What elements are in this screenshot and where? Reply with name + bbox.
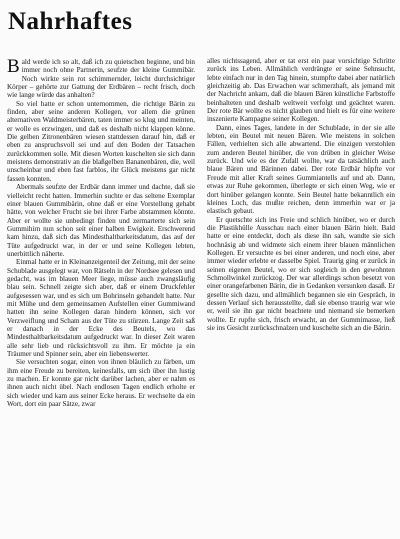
paragraph-continued: alles nichtssagend, aber er tat erst ein paar vorsichtige Schritte zurück ins Leben. Allmählich verdrängte er seine Sehnsucht, lebte einfach nur in den Tag hinein, stumpfte dabei aber natürlich gleichzeitig ab. Das Erwachen war schmerzhaft, als jemand mit der Nachricht ankam, daß die blauen Bären künstliche Farbstoffe beinhalteten und deshalb weltweit verfolgt und geächtet waren. Der rote Bär wollte es nicht glauben und hielt es für eine weitere inszenierte Kampagne seiner Kollegen. [207,57,395,124]
left-column [7,58,195,408]
paragraph: Einmal hatte er in Kleinanzeigenteil der Zeitung, mit der seine Schublade ausgelegt war, von Rätseln in der Nordsee gelesen und gedacht, was im blauen Meer liege, müsse auch zwangsläufig blau sein. Schnell zeigte sich aber, daß er einem Druckfehler aufgesessen war, und es sich um Bohrinseln gehandelt hatte. Nur mit Mühe und dem gemeinsamen Aufstellen einer Gummiwand hatten ihn seine Kollegen daran hindern können, sich vor Verzweiflung und Scham aus der Tüte zu stürzen. Lange Zeit saß er danach in der Ecke des Beutels, wo das Mindesthaltbarkeitsdatum aufgedruckt war. In dieser Zeit waren alle sehr lieb und rücksichtsvoll zu ihm. Er möchte ja ein Träumer und Spinner sein, aber ein liebenswerter. [7,258,195,359]
first-paragraph-text: ald werde ich so alt, daß ich zu quietschen beginne, und bin immer noch ohne Partnerin, seufzte der kleine Gummibär. Noch wirkte sein rot schimmernder, leicht durchsichtiger Körper – gehörte zur Gattung der Erdbären – recht frisch, doch wie lange würde das anhalten? [7,58,195,100]
drop-cap: B [7,56,20,77]
paragraph: Sie versuchten sogar, einen von ihnen bläulich zu färben, um ihm eine Freude zu bereiten, keinesfalls, um sich über ihn lustig zu machen. Er konnte gar nicht darüber lachen, aber er nahm es ihnen auch nicht übel. Nach endlosen Tagen endlich erholte er sich wieder und kam aus seiner Ecke heraus. Er wechselte da ein Wort, dort ein paar Sätze, zwar [7,358,195,409]
column-gutter [199,58,200,536]
paragraph: Dann, eines Tages, landete in der Schublade, in der sie alle lebten, ein Beutel mit neuen Bären. Wie meistens in solchen Fällen, verhielten sich alle abwartend. Die einzigen verstohlen zum anderen Beutel hinüber, die von drüben in gleicher Weise zurück. Und wie es der Zufall wollte, war da tatsächlich auch blaue Bären und Bärinnen dabei. Der rote Erdbär hüpfte vor Freude mit aller Kraft seines Gummiantells auf und ab. Dann, etwas zur Ruhe gekommen, überlegte er sich einen Weg, wie er dort hinüber gelangen konnte. Sein Beutel hatte bekanntlich ein kleines Loch, das mußte reichen, denn immerhin war er ja elastisch gebaut. [207,123,395,216]
first-paragraph [7,58,195,100]
right-column [207,57,395,332]
paragraph: So viel hatte er schon unternommen, die richtige Bärin zu finden, aber seine anderen Kollegen, vor allem die grünen alternativen Waldmeisterbären, taten immer so klug und meinten, er wolle es erzwingen, und daß es deshalb nicht klappen könne. Die gelben Zitronenbären wiesen stattdessen darauf hin, daß er eben zu anspruchsvoll sei und auf den Boden der Tatsachen zurückkommen solle. Mit diesen Worten kuschelten sie sich dann meistens demonstrativ an die blaßgelben Bananenbären, die, weil unscheinbar und eben fast farblos, ihr Glück meistens gar nicht fassen konnten. [7,99,195,183]
paragraph: Er quetschte sich ins Freie und schlich hinüber, wo er durch die Plastikhülle Ausschau nach einer blauen Bärin hielt. Bald hatte er eine entdeckt, doch als diese ihn sah, wandte sie sich hochnäsig ab und widmete sich einem ihrer blauen männlichen Kollegen. Er versuchte es bei einer anderen, und noch eine, aber immer wieder erlebte er dasselbe Spiel. Traurig ging er zurück in seinen eigenen Beutel, wo er sich sogleich in den gewohnten Schmollwinkel zurückzog. Der war allerdings schon besetzt von einer orangefarbenen Bärin, die in Gedanken versunken dasaß. Er gesellte sich dazu, und allmählich begannen sie ein Gespräch, in dessen Verlauf sich herausstellte, daß sie ebenso traurig war wie er, weil sie ihn gar nicht beachtete und niemand sie bemerken wollte. Er rupfte sich, frisch erwacht, an der Gummimasse, ließ sie ins Gesicht zurückschnalzen und kuschelte sich an die Bärin. [207,215,395,332]
paragraph: Abermals seufzte der Erdbär dann immer und dachte, daß sie vielleicht recht hatten. Immerhin suchte er das seltene Exemplar einer blauen Gummibärin, ohne daß er eine Vorstellung gehabt hätte, von welcher Frucht sie bei ihrer Farbe abstammen könnte. Aber er wollte sie unbedingt finden und zermarterte sich sein Gummihirn nun schon seit einer halben Ewigkeit. Erschwerend kam hinzu, daß sich das Mindesthaltbarkeitsdatum, das auf der Tüte aufgedruckt war, in der er und seine Kollegen lebten, unerbittlich näherte. [7,183,195,258]
page-title: Nahrhaftes [8,8,133,35]
